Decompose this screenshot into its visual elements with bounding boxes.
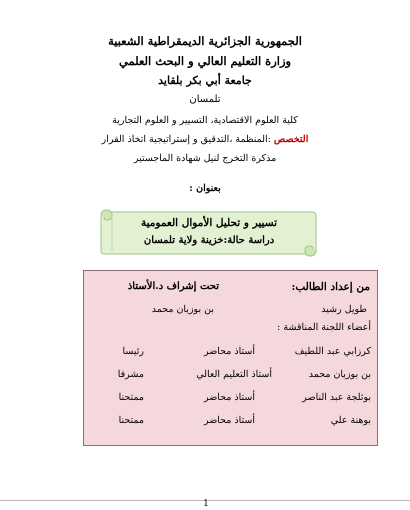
specialty-value: :المنظمة ،التدقيق و إستراتيجية اتخاذ القرار [101, 134, 271, 145]
member-rank: أستاذ محاضر [203, 392, 255, 403]
member-role: رئيسا [122, 346, 144, 357]
prepared-by-label: من إعداد الطالب: [291, 281, 370, 293]
member-role: ممتحنا [118, 392, 144, 403]
title-label: بعنوان : [189, 183, 221, 194]
member-name: بوهنة علي [330, 415, 371, 426]
member-rank: أستاذ التعليم العالي [196, 369, 272, 380]
thesis-type: مذكرة التخرج لنيل شهادة الماجستير [133, 153, 277, 164]
member-name: بن بوزيان محمد [308, 369, 371, 380]
student-name: طويل رشيد [321, 304, 367, 315]
member-role: مشرفا [117, 369, 144, 380]
member-name: بوثلجة عبد الناصر [302, 392, 371, 403]
university-name: جامعة أبي بكر بلقايد [158, 74, 252, 87]
ministry-name: وزارة التعليم العالي و البحث العلمي [118, 54, 292, 68]
committee-box [83, 270, 378, 446]
supervisor-name: بن بوزيان محمد [151, 304, 214, 315]
committee-members-label: أعضاء اللجنة المناقشة : [277, 322, 371, 333]
faculty-name: كلية العلوم الاقتصادية، التسيير و العلوم التجارية [112, 115, 298, 126]
city-name: تلمسان [189, 94, 221, 105]
member-role: ممتحنا [118, 415, 144, 426]
member-name: كرزابي عبد اللطيف [294, 346, 371, 357]
specialty-label: التخصص [273, 134, 309, 145]
thesis-title: تسيير و تحليل الأموال العمومية [140, 217, 277, 229]
member-rank: أستاذ محاضر [203, 415, 255, 426]
specialty-line [0, 134, 410, 145]
page-number: 1 [203, 499, 209, 509]
republic-name: الجمهورية الجزائرية الديمقراطية الشعبية [108, 34, 302, 48]
member-rank: أستاذ محاضر [203, 346, 255, 357]
thesis-subtitle: دراسة حالة:خزينة ولاية تلمسان [143, 235, 275, 246]
scroll-shape [98, 207, 320, 257]
supervisor-label: تحت إشراف د.الأستاذ [127, 281, 219, 292]
title-scroll-banner [98, 207, 320, 257]
